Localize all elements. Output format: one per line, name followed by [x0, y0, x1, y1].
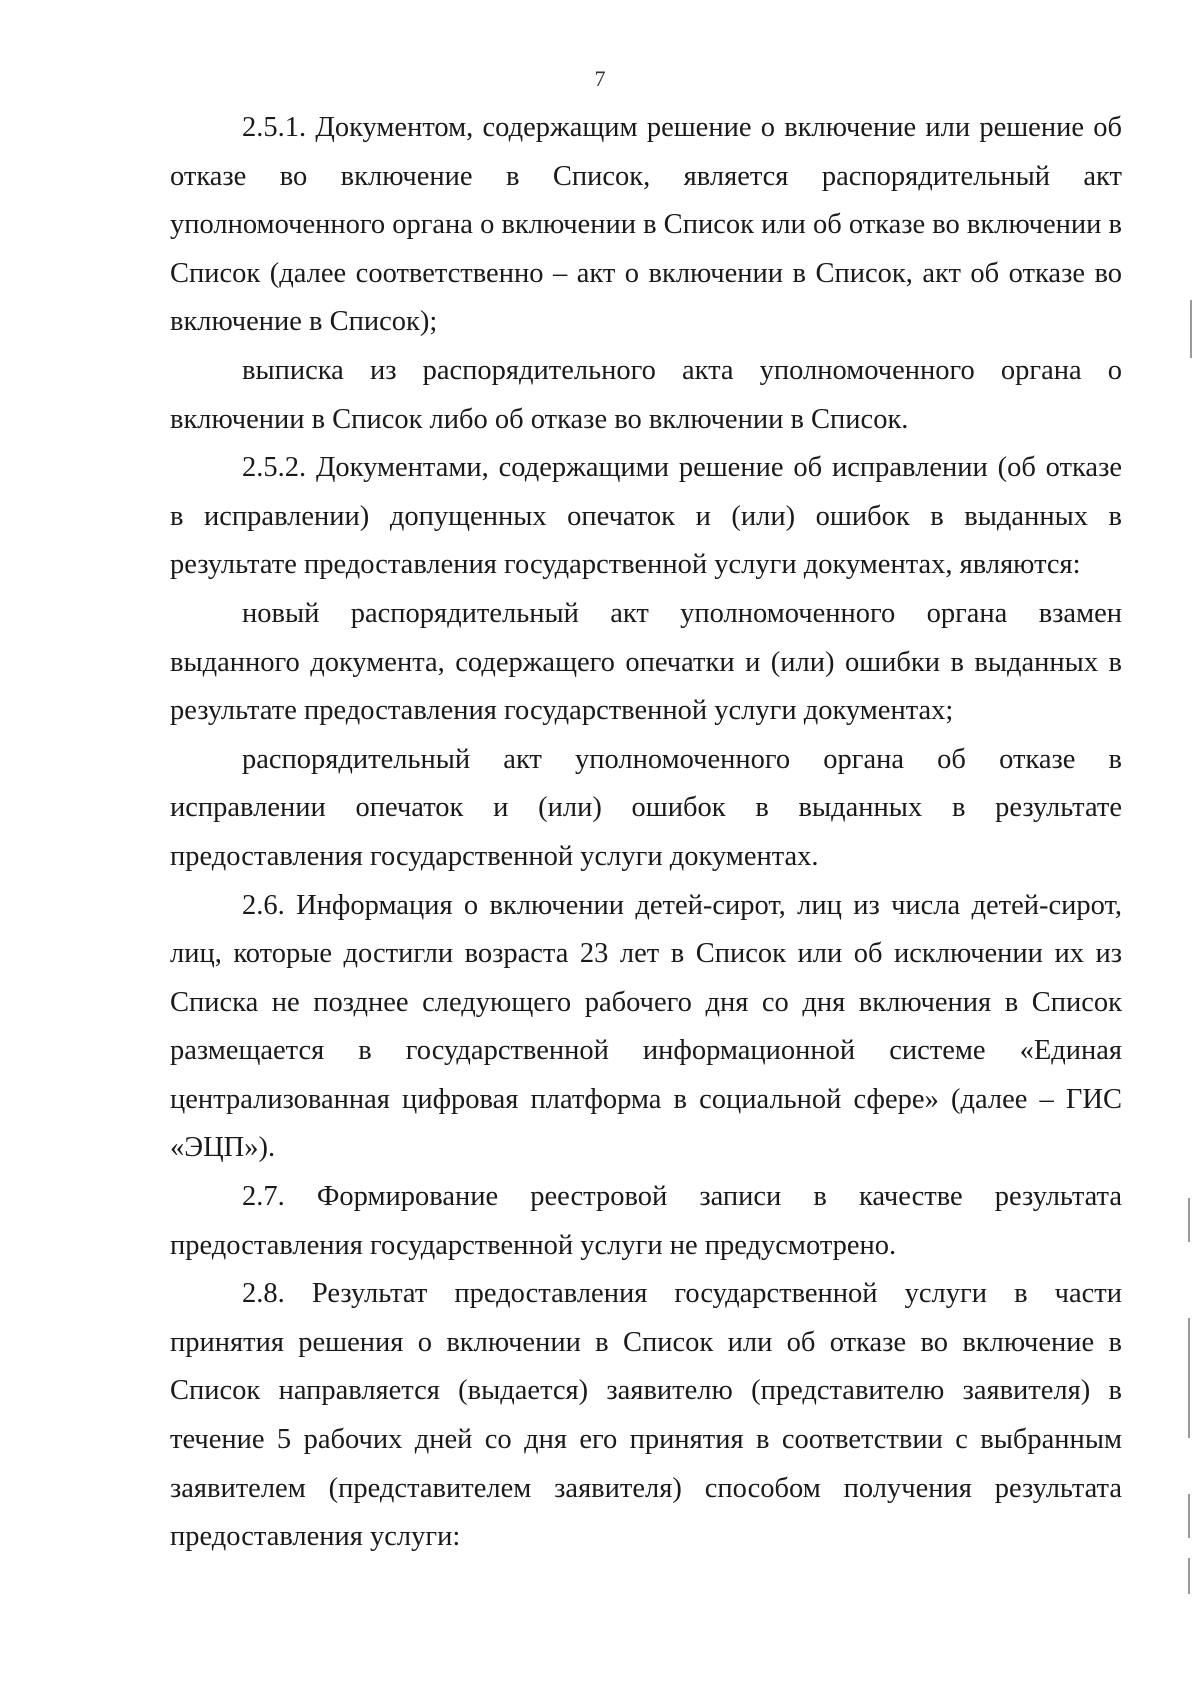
document-body — [170, 104, 1122, 1562]
scan-artifact-mark — [1188, 1318, 1190, 1438]
paragraph-2-5-2: 2.5.2. Документами, содержащими решение об исправлении (об отказе в исправлении) допущенных опечаток и (или) ошибок в выданных в результате предоставления государственной услуги документах, являются: — [170, 452, 1122, 581]
paragraph-extract: выписка из распорядительного акта уполномоченного органа о включении в Список либо об отказе во включении в Список. — [170, 354, 1122, 435]
scan-artifact-mark — [1188, 1198, 1190, 1242]
paragraph-2-6: 2.6. Информация о включении детей-сирот, лиц из числа детей-сирот, лиц, которые достигли возраста 23 лет в Список или об исключении их из Списка не позднее следующего рабочего дня со дня включения в Список размещается в государственной информационной системе «Единая централизованная цифровая платформа в социальной сфере» (далее – ГИС «ЭЦП»). — [170, 889, 1122, 1164]
paragraph-refusal-act: распорядительный акт уполномоченного органа об отказе в исправлении опечаток и (или) ошибок в выданных в результате предоставления государственной услуги документах. — [170, 743, 1122, 872]
scan-artifact-mark — [1188, 1494, 1190, 1538]
page-number: 7 — [594, 66, 606, 91]
paragraph-new-act: новый распорядительный акт уполномоченного органа взамен выданного документа, содержащего опечатки и (или) ошибки в выданных в результате предоставления государственной услуги документах; — [170, 597, 1122, 727]
scan-artifact-mark — [1188, 1558, 1190, 1594]
paragraph-2-5-1: 2.5.1. Документом, содержащим решение о включение или решение об отказе во включение в Список, является распорядительный акт уполномоченного органа о включении в Список или об отказе во включении в Список (далее соответственно – акт о включении в Список, акт об отказе во включение в Список); — [170, 112, 1122, 338]
paragraph-2-7: 2.7. Формирование реестровой записи в качестве результата предоставления государственной услуги не предусмотрено. — [170, 1181, 1122, 1261]
scan-artifact-mark — [1190, 300, 1192, 358]
paragraph-2-8: 2.8. Результат предоставления государственной услуги в части принятия решения о включении в Список или об отказе во включение в Список направляется (выдается) заявителю (представителю заявителя) в течение 5 рабочих дней со дня его принятия в соответствии с выбранным заявителем (представителем заявителя) способом получения результата предоставления услуги: — [170, 1278, 1122, 1553]
